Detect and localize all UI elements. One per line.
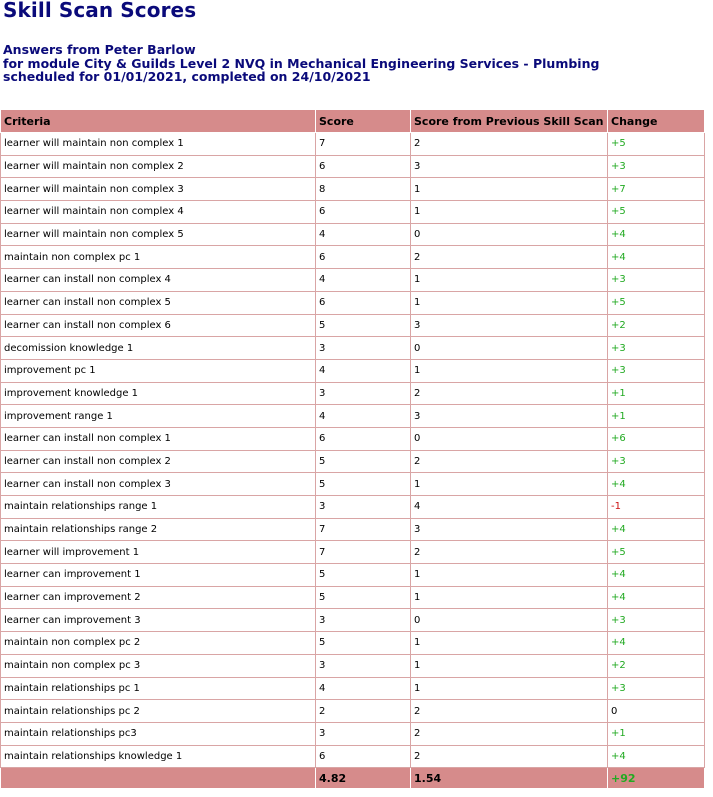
score-cell: 4 — [316, 223, 411, 246]
previous-score-cell: 3 — [411, 155, 608, 178]
score-cell: 7 — [316, 518, 411, 541]
previous-score-cell: 0 — [411, 337, 608, 360]
table-row — [1, 133, 705, 156]
previous-score-cell: 1 — [411, 677, 608, 700]
criteria-cell: learner will maintain non complex 5 — [1, 223, 316, 246]
criteria-cell: maintain non complex pc 2 — [1, 632, 316, 655]
totals-row — [1, 768, 705, 789]
criteria-cell: learner will maintain non complex 2 — [1, 155, 316, 178]
previous-score-column-header: Score from Previous Skill Scan — [411, 110, 608, 133]
total-change: +92 — [608, 768, 705, 789]
criteria-cell: maintain relationships pc3 — [1, 722, 316, 745]
criteria-cell: maintain relationships range 2 — [1, 518, 316, 541]
change-cell: +3 — [608, 359, 705, 382]
previous-score-cell: 2 — [411, 246, 608, 269]
change-cell: +4 — [608, 632, 705, 655]
table-row — [1, 609, 705, 632]
table-row — [1, 359, 705, 382]
previous-score-cell: 0 — [411, 223, 608, 246]
table-row — [1, 564, 705, 587]
change-cell: +3 — [608, 155, 705, 178]
score-cell: 6 — [316, 291, 411, 314]
criteria-cell: maintain relationships pc 1 — [1, 677, 316, 700]
table-row — [1, 382, 705, 405]
change-cell: -1 — [608, 496, 705, 519]
criteria-cell: maintain non complex pc 1 — [1, 246, 316, 269]
table-row — [1, 427, 705, 450]
criteria-cell: learner can install non complex 4 — [1, 269, 316, 292]
answers-from-line: Answers from Peter Barlow — [3, 42, 196, 57]
previous-score-cell: 1 — [411, 632, 608, 655]
criteria-cell: learner can improvement 3 — [1, 609, 316, 632]
criteria-cell: maintain non complex pc 3 — [1, 654, 316, 677]
table-row — [1, 201, 705, 224]
criteria-cell: learner can improvement 1 — [1, 564, 316, 587]
previous-score-cell: 1 — [411, 564, 608, 587]
score-cell: 6 — [316, 246, 411, 269]
previous-score-cell: 2 — [411, 541, 608, 564]
score-cell: 3 — [316, 382, 411, 405]
change-cell: +4 — [608, 564, 705, 587]
previous-score-cell: 2 — [411, 133, 608, 156]
criteria-cell: learner will maintain non complex 1 — [1, 133, 316, 156]
previous-score-cell: 1 — [411, 291, 608, 314]
previous-score-cell: 2 — [411, 450, 608, 473]
table-row — [1, 722, 705, 745]
previous-score-cell: 2 — [411, 745, 608, 768]
average-previous-score: 1.54 — [411, 768, 608, 789]
table-row — [1, 745, 705, 768]
scan-details — [3, 43, 599, 84]
table-row — [1, 677, 705, 700]
score-cell: 3 — [316, 722, 411, 745]
criteria-column-header: Criteria — [1, 110, 316, 133]
score-cell: 6 — [316, 201, 411, 224]
score-cell: 3 — [316, 654, 411, 677]
table-row — [1, 518, 705, 541]
table-row — [1, 586, 705, 609]
average-score: 4.82 — [316, 768, 411, 789]
change-cell: +3 — [608, 450, 705, 473]
change-cell: +3 — [608, 337, 705, 360]
table-row — [1, 654, 705, 677]
score-column-header: Score — [316, 110, 411, 133]
criteria-cell: learner can install non complex 1 — [1, 427, 316, 450]
score-cell: 3 — [316, 496, 411, 519]
score-cell: 4 — [316, 405, 411, 428]
previous-score-cell: 0 — [411, 427, 608, 450]
score-cell: 6 — [316, 745, 411, 768]
score-cell: 5 — [316, 632, 411, 655]
table-row — [1, 314, 705, 337]
criteria-cell: learner can install non complex 3 — [1, 473, 316, 496]
table-row — [1, 246, 705, 269]
table-row — [1, 496, 705, 519]
table-header-row — [1, 110, 705, 133]
change-cell: +5 — [608, 291, 705, 314]
change-cell: +3 — [608, 677, 705, 700]
change-cell: 0 — [608, 700, 705, 723]
previous-score-cell: 3 — [411, 314, 608, 337]
criteria-cell: improvement knowledge 1 — [1, 382, 316, 405]
table-row — [1, 405, 705, 428]
criteria-cell: learner can install non complex 6 — [1, 314, 316, 337]
previous-score-cell: 1 — [411, 201, 608, 224]
change-cell: +5 — [608, 133, 705, 156]
score-cell: 3 — [316, 337, 411, 360]
change-cell: +3 — [608, 269, 705, 292]
previous-score-cell: 1 — [411, 654, 608, 677]
table-row — [1, 223, 705, 246]
schedule-line: scheduled for 01/01/2021, completed on 24/10/2021 — [3, 69, 371, 84]
table-row — [1, 269, 705, 292]
table-row — [1, 291, 705, 314]
change-cell: +2 — [608, 314, 705, 337]
change-cell: +4 — [608, 246, 705, 269]
previous-score-cell: 1 — [411, 359, 608, 382]
previous-score-cell: 2 — [411, 700, 608, 723]
score-cell: 3 — [316, 609, 411, 632]
table-row — [1, 337, 705, 360]
change-cell: +1 — [608, 405, 705, 428]
criteria-cell: learner can improvement 2 — [1, 586, 316, 609]
change-cell: +1 — [608, 722, 705, 745]
table-row — [1, 541, 705, 564]
criteria-cell: maintain relationships pc 2 — [1, 700, 316, 723]
previous-score-cell: 1 — [411, 473, 608, 496]
table-row — [1, 450, 705, 473]
table-row — [1, 155, 705, 178]
change-cell: +4 — [608, 518, 705, 541]
score-cell: 7 — [316, 541, 411, 564]
previous-score-cell: 3 — [411, 518, 608, 541]
change-cell: +4 — [608, 586, 705, 609]
score-cell: 4 — [316, 677, 411, 700]
criteria-cell: learner can install non complex 5 — [1, 291, 316, 314]
table-row — [1, 178, 705, 201]
score-cell: 2 — [316, 700, 411, 723]
score-cell: 5 — [316, 473, 411, 496]
table-row — [1, 700, 705, 723]
change-cell: +3 — [608, 609, 705, 632]
change-cell: +5 — [608, 541, 705, 564]
score-cell: 7 — [316, 133, 411, 156]
criteria-cell: maintain relationships range 1 — [1, 496, 316, 519]
module-line: for module City & Guilds Level 2 NVQ in Mechanical Engineering Services - Plumbing — [3, 55, 600, 71]
page-title: Skill Scan Scores — [3, 0, 197, 22]
previous-score-cell: 3 — [411, 405, 608, 428]
criteria-cell: improvement pc 1 — [1, 359, 316, 382]
change-cell: +2 — [608, 654, 705, 677]
scores-table — [0, 109, 705, 789]
change-cell: +4 — [608, 473, 705, 496]
change-cell: +4 — [608, 745, 705, 768]
score-cell: 5 — [316, 314, 411, 337]
criteria-cell: decomission knowledge 1 — [1, 337, 316, 360]
criteria-cell: learner will maintain non complex 3 — [1, 178, 316, 201]
previous-score-cell: 2 — [411, 382, 608, 405]
score-cell: 5 — [316, 450, 411, 473]
table-row — [1, 632, 705, 655]
change-cell: +5 — [608, 201, 705, 224]
criteria-cell: maintain relationships knowledge 1 — [1, 745, 316, 768]
criteria-cell: learner can install non complex 2 — [1, 450, 316, 473]
change-cell: +1 — [608, 382, 705, 405]
previous-score-cell: 4 — [411, 496, 608, 519]
previous-score-cell: 1 — [411, 269, 608, 292]
previous-score-cell: 2 — [411, 722, 608, 745]
score-cell: 6 — [316, 427, 411, 450]
score-cell: 4 — [316, 359, 411, 382]
change-cell: +6 — [608, 427, 705, 450]
score-cell: 8 — [316, 178, 411, 201]
table-row — [1, 473, 705, 496]
change-column-header: Change — [608, 110, 705, 133]
criteria-cell: learner will maintain non complex 4 — [1, 201, 316, 224]
table-body — [1, 133, 705, 768]
score-cell: 5 — [316, 586, 411, 609]
previous-score-cell: 1 — [411, 178, 608, 201]
criteria-cell: learner will improvement 1 — [1, 541, 316, 564]
change-cell: +7 — [608, 178, 705, 201]
score-cell: 6 — [316, 155, 411, 178]
change-cell: +4 — [608, 223, 705, 246]
previous-score-cell: 1 — [411, 586, 608, 609]
totals-label — [1, 768, 316, 789]
score-cell: 4 — [316, 269, 411, 292]
previous-score-cell: 0 — [411, 609, 608, 632]
criteria-cell: improvement range 1 — [1, 405, 316, 428]
score-cell: 5 — [316, 564, 411, 587]
